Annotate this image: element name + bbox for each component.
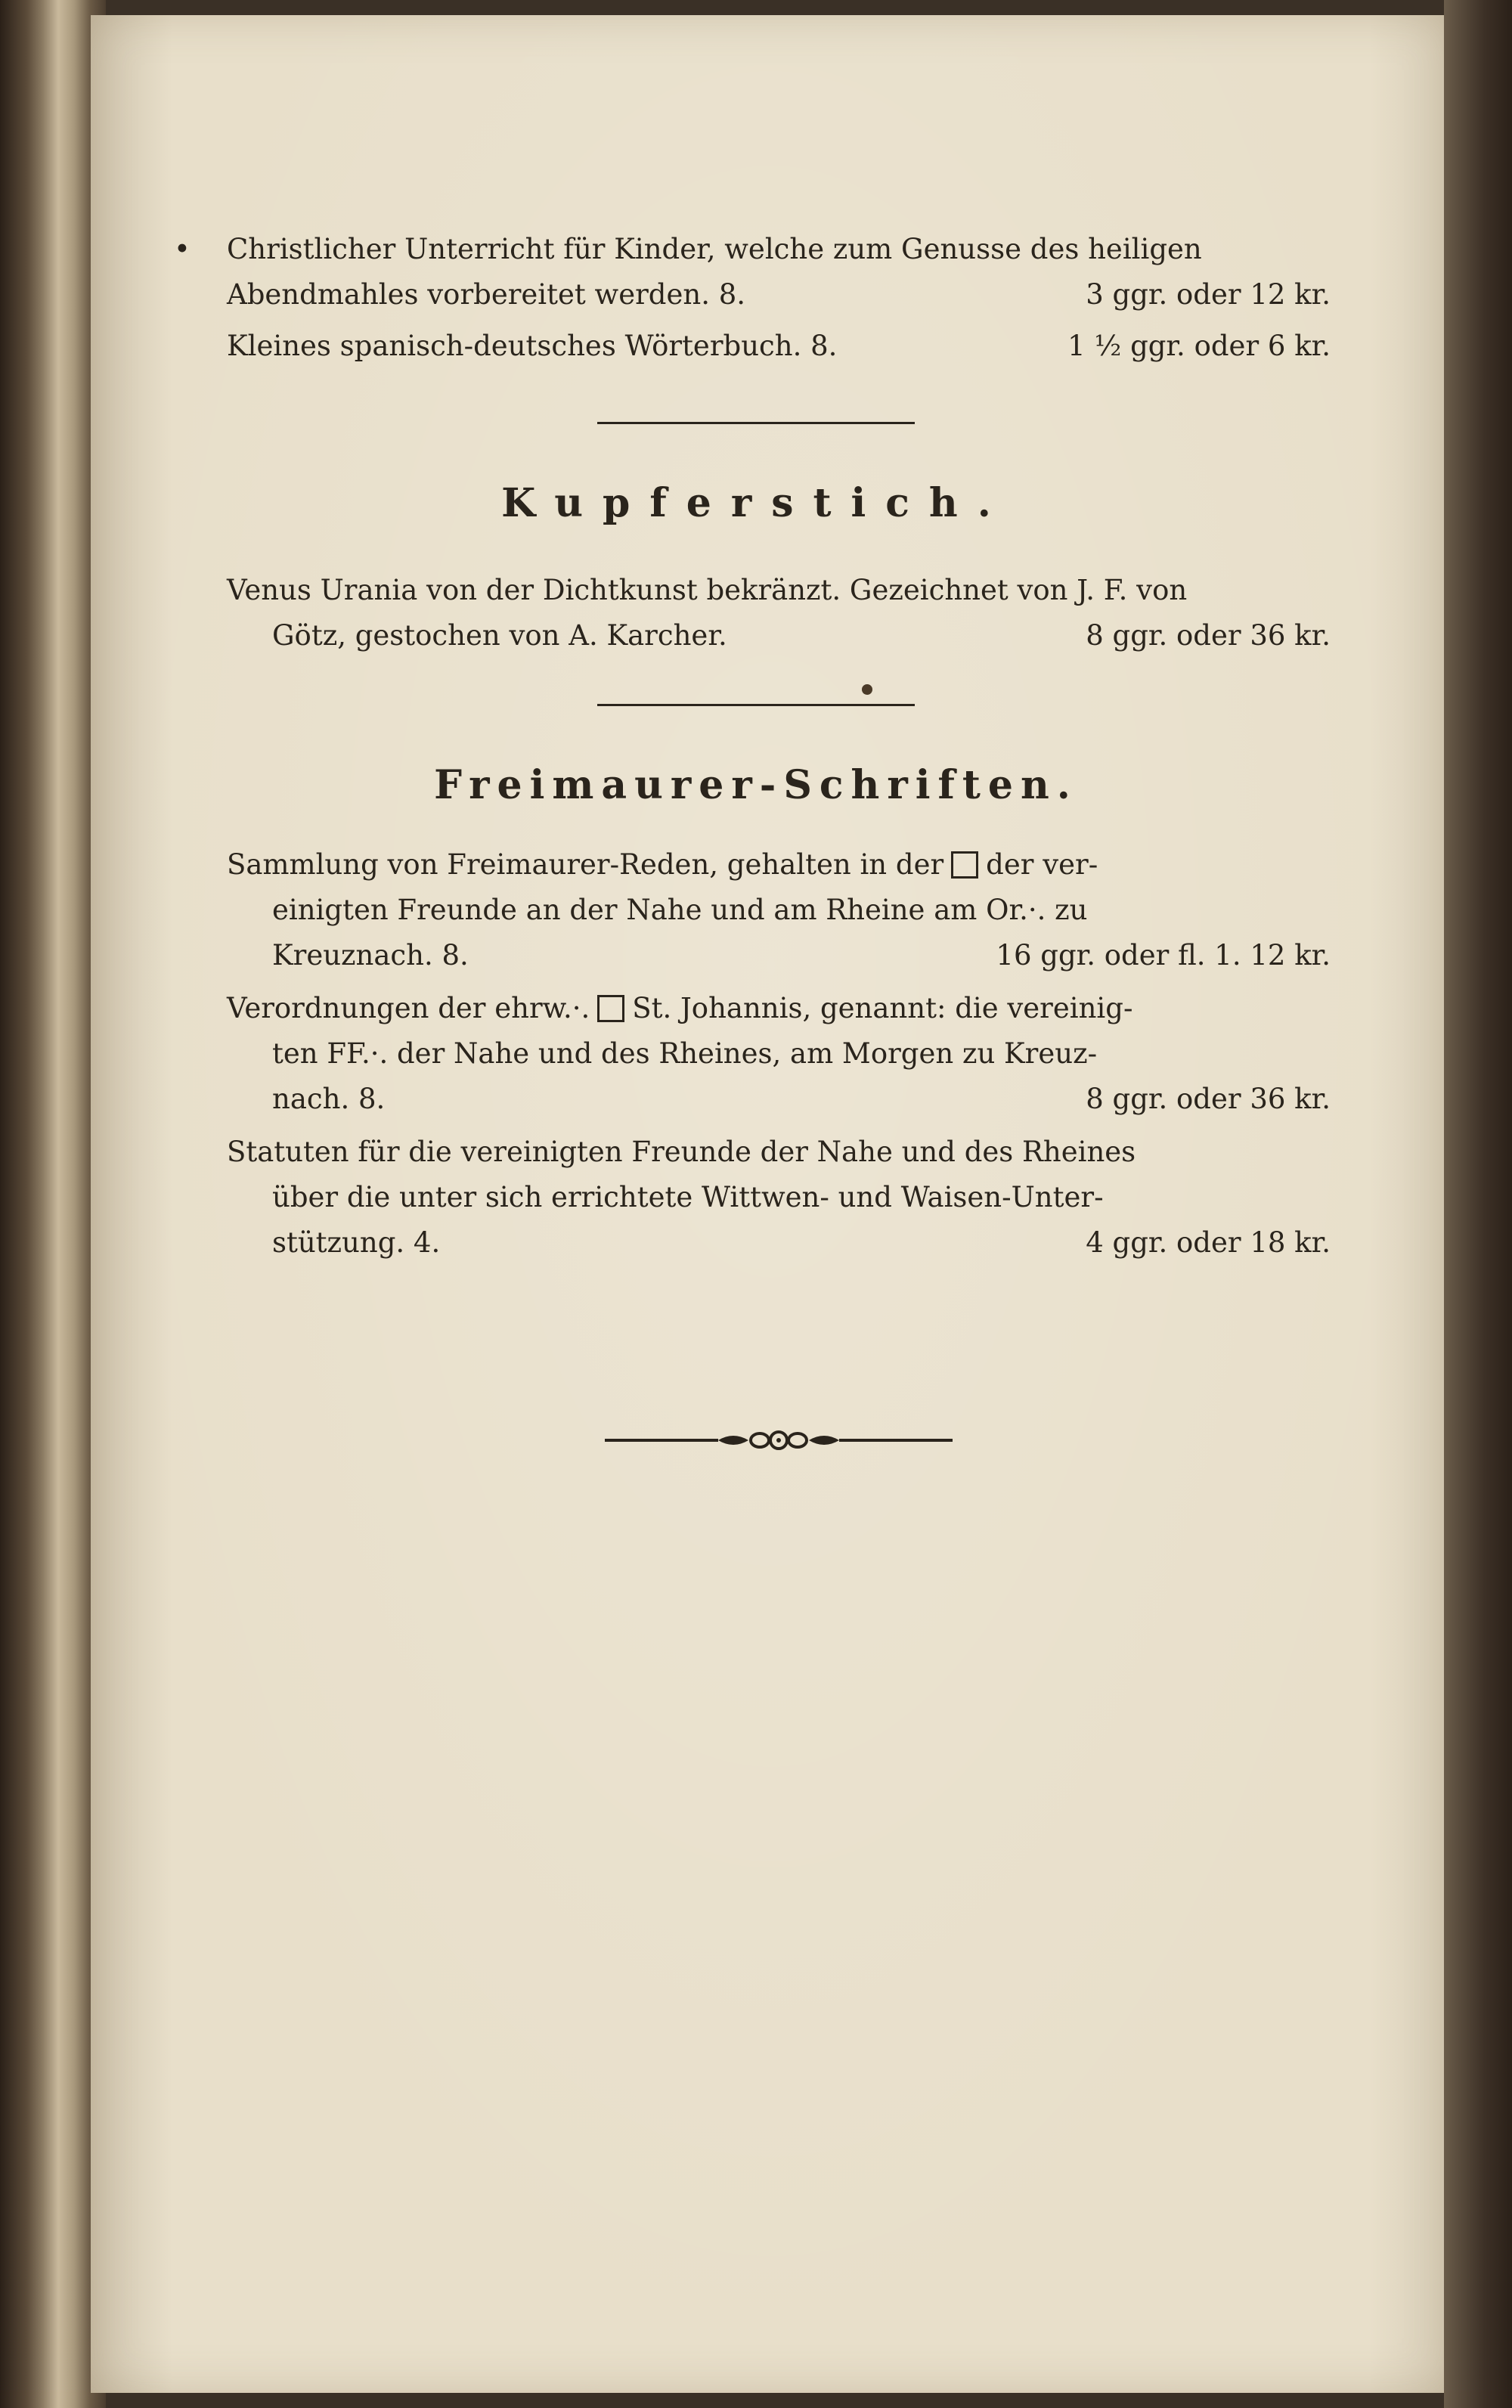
- entry-line: Statuten für die vereinigten Freunde der Nahe und des Rheines: [227, 1136, 1136, 1168]
- entry-sammlung-reden: [181, 842, 1331, 978]
- entry-price: 8 ggr. oder 36 kr.: [1086, 1083, 1331, 1115]
- book-page-edges: [0, 0, 106, 2408]
- section-divider: [597, 704, 915, 706]
- entry-line: über die unter sich errichtete Wittwen- und Waisen-Unter-: [272, 1181, 1104, 1213]
- entry-venus-urania: [181, 568, 1331, 659]
- section-divider: [597, 422, 915, 424]
- entry-line: Kreuznach. 8.: [272, 939, 469, 972]
- entry-woerterbuch: [181, 324, 1331, 369]
- entry-price: 3 ggr. oder 12 kr.: [1086, 278, 1331, 311]
- entry-price: 8 ggr. oder 36 kr.: [1086, 619, 1331, 652]
- entry-line: einigten Freunde an der Nahe und am Rheine am Or.·. zu: [272, 894, 1088, 926]
- end-ornament-icon: [605, 1425, 953, 1455]
- entry-line: St. Johannis, genannt: die vereinig-: [632, 992, 1133, 1024]
- entry-line: stützung. 4.: [272, 1226, 441, 1259]
- entry-price: 16 ggr. oder fl. 1. 12 kr.: [996, 939, 1331, 972]
- page-content: [174, 227, 1331, 1266]
- entry-line: ten FF.·. der Nahe und des Rheines, am Morgen zu Kreuz-: [272, 1037, 1098, 1070]
- entry-line: Sammlung von Freimaurer-Reden, gehalten in der: [227, 848, 944, 881]
- section-heading-kupferstich: Kupferstich.: [501, 480, 1011, 526]
- entry-price: 4 ggr. oder 18 kr.: [1086, 1226, 1331, 1259]
- entry-verordnungen: [181, 986, 1331, 1122]
- entry-line: nach. 8.: [272, 1083, 386, 1115]
- entry-line: Verordnungen der ehrw.·.: [227, 992, 590, 1024]
- entry-line: Venus Urania von der Dichtkunst bekränzt. Gezeichnet von J. F. von: [227, 574, 1188, 606]
- lodge-square-icon: [951, 851, 978, 879]
- entry-christlicher-unterricht: [174, 227, 1331, 318]
- book-cover-edge: [1444, 0, 1512, 2408]
- entry-price: 1 ½ ggr. oder 6 kr.: [1067, 330, 1331, 362]
- entry-line: der ver-: [986, 848, 1098, 881]
- entry-statuten: [181, 1130, 1331, 1266]
- entry-line: Götz, gestochen von A. Karcher.: [272, 619, 727, 652]
- ink-mark: [862, 684, 872, 695]
- entry-line: Abendmahles vorbereitet werden. 8.: [227, 278, 746, 311]
- lodge-square-icon: [597, 995, 624, 1022]
- bullet-mark: •: [174, 233, 191, 265]
- entry-line: Christlicher Unterricht für Kinder, welche zum Genusse des heiligen: [227, 233, 1202, 265]
- section-heading-freimaurer: Freimaurer-Schriften.: [434, 762, 1078, 808]
- entry-line: Kleines spanisch-deutsches Wörterbuch. 8.: [227, 330, 838, 362]
